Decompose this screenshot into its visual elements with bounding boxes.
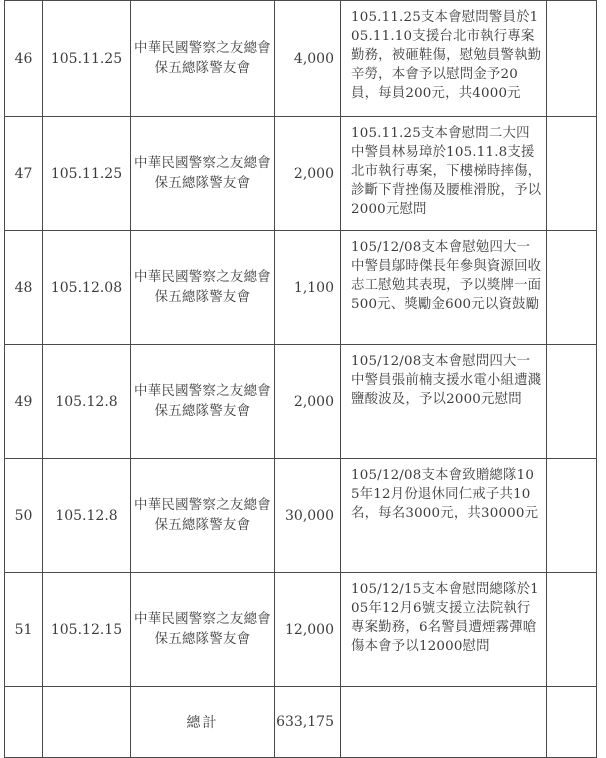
row-amount: 30,000 <box>275 459 341 573</box>
row-number: 49 <box>5 345 43 459</box>
table-row <box>5 459 597 573</box>
row-amount: 4,000 <box>275 1 341 117</box>
row-date: 105.11.25 <box>43 117 131 231</box>
table-row <box>5 231 597 345</box>
row-organization <box>131 345 275 459</box>
total-amount: 633,175 <box>275 687 341 758</box>
organization-name-line2: 保五總隊警友會 <box>154 403 251 419</box>
organization-name-line2: 保五總隊警友會 <box>154 60 251 76</box>
organization-name-line1: 中華民國警察之友總會 <box>134 383 271 399</box>
row-number: 46 <box>5 1 43 117</box>
row-note <box>547 345 597 459</box>
row-note <box>547 231 597 345</box>
row-amount: 2,000 <box>275 345 341 459</box>
row-description <box>341 117 547 231</box>
description-text: 105/12/15支本會慰問總隊於105年12月6號支援立法院執行專案勤務，6名警員遭煙霧彈嗆傷本會予以12000慰問 <box>351 582 539 654</box>
description-text: 105.11.25支本會慰問警員於105.11.10支援台北市執行專案勤務，被砸鞋傷，慰勉員警執勤辛勞，本會予以慰問金予20員，每員200元，共4000元 <box>351 10 542 101</box>
description-text: 105/12/08支本會慰勉四大一中警員鄔時傑長年參與資源回收志工慰勉其表現，予以獎牌一面500元、獎勵金600元以資鼓勵 <box>351 240 542 312</box>
total-row-date-cell <box>43 687 131 758</box>
total-row-description-cell <box>341 687 547 758</box>
organization-name-line2: 保五總隊警友會 <box>154 289 251 305</box>
expense-ledger-table <box>4 0 597 758</box>
total-row <box>5 687 597 758</box>
description-text: 105/12/08支本會慰問四大一中警員張前楠支援水電小組遭濺鹽酸波及，予以2000元慰問 <box>351 354 542 407</box>
description-text: 105/12/08支本會致贈總隊105年12月份退休同仁戒子共10名，每名3000元，共30000元 <box>351 468 539 521</box>
row-note <box>547 573 597 687</box>
row-organization <box>131 231 275 345</box>
row-organization <box>131 459 275 573</box>
organization-name-line2: 保五總隊警友會 <box>154 175 251 191</box>
table-row <box>5 345 597 459</box>
organization-name-line2: 保五總隊警友會 <box>154 631 251 647</box>
row-number: 47 <box>5 117 43 231</box>
row-organization <box>131 1 275 117</box>
row-description <box>341 231 547 345</box>
row-description <box>341 573 547 687</box>
row-date: 105.12.15 <box>43 573 131 687</box>
row-number: 48 <box>5 231 43 345</box>
organization-name-line1: 中華民國警察之友總會 <box>134 269 271 285</box>
organization-name-line1: 中華民國警察之友總會 <box>134 611 271 627</box>
row-number: 50 <box>5 459 43 573</box>
row-date: 105.12.8 <box>43 459 131 573</box>
row-date: 105.11.25 <box>43 1 131 117</box>
total-row-note-cell <box>547 687 597 758</box>
row-amount: 12,000 <box>275 573 341 687</box>
row-description <box>341 345 547 459</box>
row-number: 51 <box>5 573 43 687</box>
organization-name-line2: 保五總隊警友會 <box>154 517 251 533</box>
total-label: 總計 <box>131 687 275 758</box>
table-row <box>5 1 597 117</box>
row-amount: 1,100 <box>275 231 341 345</box>
row-note <box>547 459 597 573</box>
row-date: 105.12.08 <box>43 231 131 345</box>
row-date: 105.12.8 <box>43 345 131 459</box>
organization-name-line1: 中華民國警察之友總會 <box>134 40 271 56</box>
organization-name-line1: 中華民國警察之友總會 <box>134 497 271 513</box>
row-organization <box>131 117 275 231</box>
row-description <box>341 1 547 117</box>
total-row-number-cell <box>5 687 43 758</box>
row-organization <box>131 573 275 687</box>
row-note <box>547 117 597 231</box>
description-text: 105.11.25支本會慰問二大四中警員林易璋於105.11.8支援北市執行專案，下樓梯時摔傷，診斷下背挫傷及腰椎滑脫，予以2000元慰問 <box>351 126 542 217</box>
row-note <box>547 1 597 117</box>
table-row <box>5 573 597 687</box>
row-amount: 2,000 <box>275 117 341 231</box>
table-row <box>5 117 597 231</box>
organization-name-line1: 中華民國警察之友總會 <box>134 155 271 171</box>
row-description <box>341 459 547 573</box>
